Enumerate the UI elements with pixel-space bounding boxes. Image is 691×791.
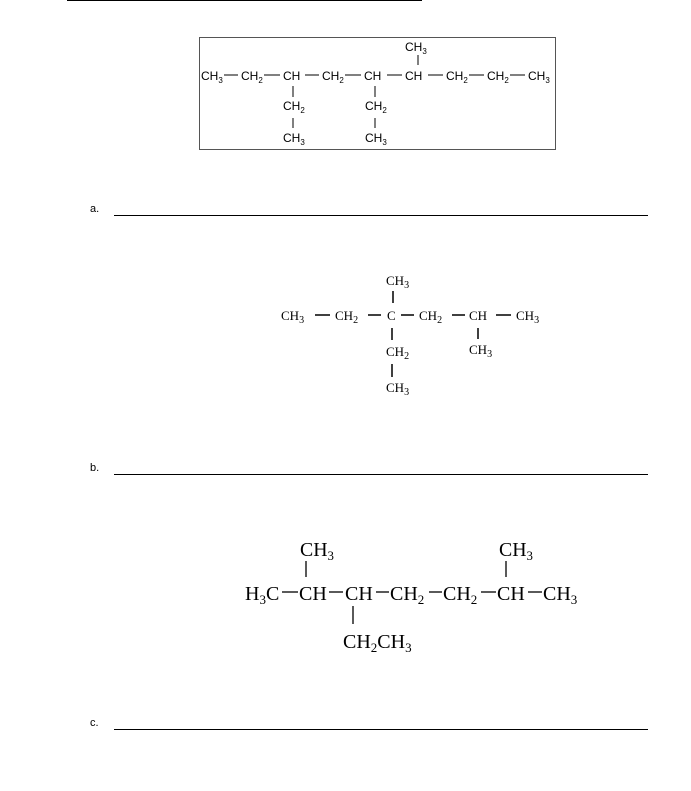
struct-a-atom-9: $CH_3$ [528,69,550,85]
struct-b-top-methyl: $CH_3$ [386,273,410,291]
struct-b-branch-ch2: $CH_2$ [386,344,410,362]
struct-a-atom-6: CH [405,69,423,83]
struct-c-atom-1: $H_3C$ [245,583,280,607]
struct-a-branch2-ch3: $CH_3$ [365,131,387,147]
struct-a-atom-3: CH [283,69,301,83]
answer-label-a: a. [90,203,100,215]
struct-b-atom-4: $CH_2$ [419,308,443,326]
struct-b-atom-5: CH [469,308,488,323]
struct-a-atom-5: CH [364,69,382,83]
struct-c-atom-5: $CH_2$ [443,583,478,607]
answer-line-c[interactable] [114,729,648,730]
answer-label-c: c. [90,717,99,729]
struct-a-branch1-ch2: $CH_2$ [283,99,305,115]
struct-c-methyl-right: $CH_3$ [499,539,534,563]
struct-a-top-methyl: $CH_3$ [405,40,427,56]
struct-a-atom-4: $CH_2$ [322,69,344,85]
struct-b-atom-2: $CH_2$ [335,308,359,326]
struct-a-branch1-ch3: $CH_3$ [283,131,305,147]
answer-line-b[interactable] [114,474,648,475]
struct-c-atom-4: $CH_2$ [390,583,425,607]
struct-b-branch-ch-ch3: $CH_3$ [469,342,493,360]
struct-c-atom-2: CH [299,583,327,605]
struct-c-ethyl: $CH_2CH_3$ [343,631,412,655]
struct-c-atom-3: CH [345,583,373,605]
struct-a-atom-8: $CH_2$ [487,69,509,85]
struct-b-atom-3: C [387,308,396,323]
struct-a-atom-2: $CH_2$ [241,69,263,85]
struct-b-branch-ch3: $CH_3$ [386,380,410,398]
structure-c [245,539,577,655]
answer-label-b: b. [90,462,100,474]
struct-b-atom-6: $CH_3$ [516,308,540,326]
struct-c-atom-7: $CH_3$ [543,583,578,607]
struct-a-branch2-ch2: $CH_2$ [365,99,387,115]
struct-a-atom-1: $CH_3$ [201,69,223,85]
structure-b [281,273,539,398]
struct-a-atom-7: $CH_2$ [446,69,468,85]
answer-line-a[interactable] [114,215,648,216]
struct-b-atom-1: $CH_3$ [281,308,305,326]
struct-c-atom-6: CH [497,583,525,605]
struct-c-methyl-left: $CH_3$ [300,539,335,563]
